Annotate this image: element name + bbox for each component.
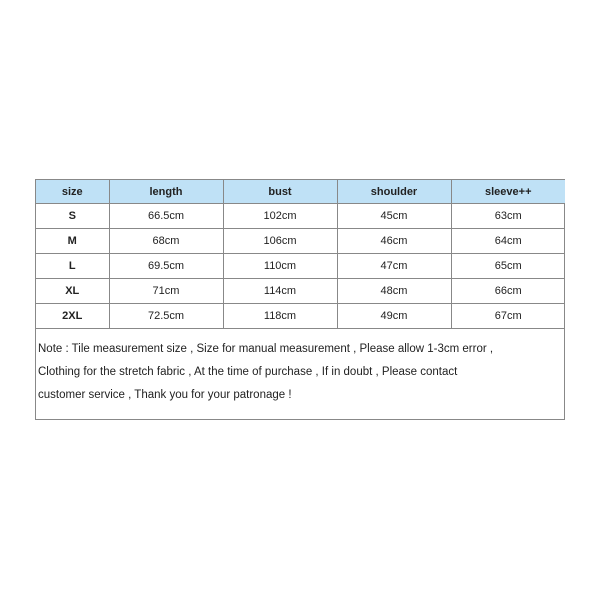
header-bust: bust	[223, 180, 337, 204]
length-value: 69.5cm	[109, 254, 223, 279]
table-row	[36, 304, 565, 329]
header-length: length	[109, 180, 223, 204]
sleeve-value: 67cm	[451, 304, 565, 329]
shoulder-value: 48cm	[337, 279, 451, 304]
bust-value: 114cm	[223, 279, 337, 304]
table-header-row	[36, 180, 565, 204]
table-row	[36, 204, 565, 229]
size-label: M	[36, 229, 109, 254]
length-value: 72.5cm	[109, 304, 223, 329]
sleeve-value: 66cm	[451, 279, 565, 304]
length-value: 66.5cm	[109, 204, 223, 229]
sleeve-value: 63cm	[451, 204, 565, 229]
length-value: 71cm	[109, 279, 223, 304]
size-label: 2XL	[36, 304, 109, 329]
bust-value: 118cm	[223, 304, 337, 329]
header-sleeve: sleeve++	[451, 180, 565, 204]
table-row	[36, 279, 565, 304]
shoulder-value: 49cm	[337, 304, 451, 329]
note-line: customer service , Thank you for your patronage !	[38, 389, 292, 401]
table-row	[36, 254, 565, 279]
size-label: L	[36, 254, 109, 279]
shoulder-value: 45cm	[337, 204, 451, 229]
header-shoulder: shoulder	[337, 180, 451, 204]
size-label: XL	[36, 279, 109, 304]
table-row	[36, 229, 565, 254]
note-line: Note : Tile measurement size , Size for manual measurement , Please allow 1-3cm error ,	[38, 343, 494, 355]
shoulder-value: 47cm	[337, 254, 451, 279]
shoulder-value: 46cm	[337, 229, 451, 254]
length-value: 68cm	[109, 229, 223, 254]
bust-value: 102cm	[223, 204, 337, 229]
sleeve-value: 64cm	[451, 229, 565, 254]
note-line: Clothing for the stretch fabric , At the time of purchase , If in doubt , Please contact	[38, 366, 458, 378]
measurement-note	[36, 329, 564, 407]
bust-value: 110cm	[223, 254, 337, 279]
size-label: S	[36, 204, 109, 229]
sleeve-value: 65cm	[451, 254, 565, 279]
size-chart	[35, 179, 565, 420]
size-table	[36, 180, 565, 329]
header-size: size	[36, 180, 109, 204]
bust-value: 106cm	[223, 229, 337, 254]
